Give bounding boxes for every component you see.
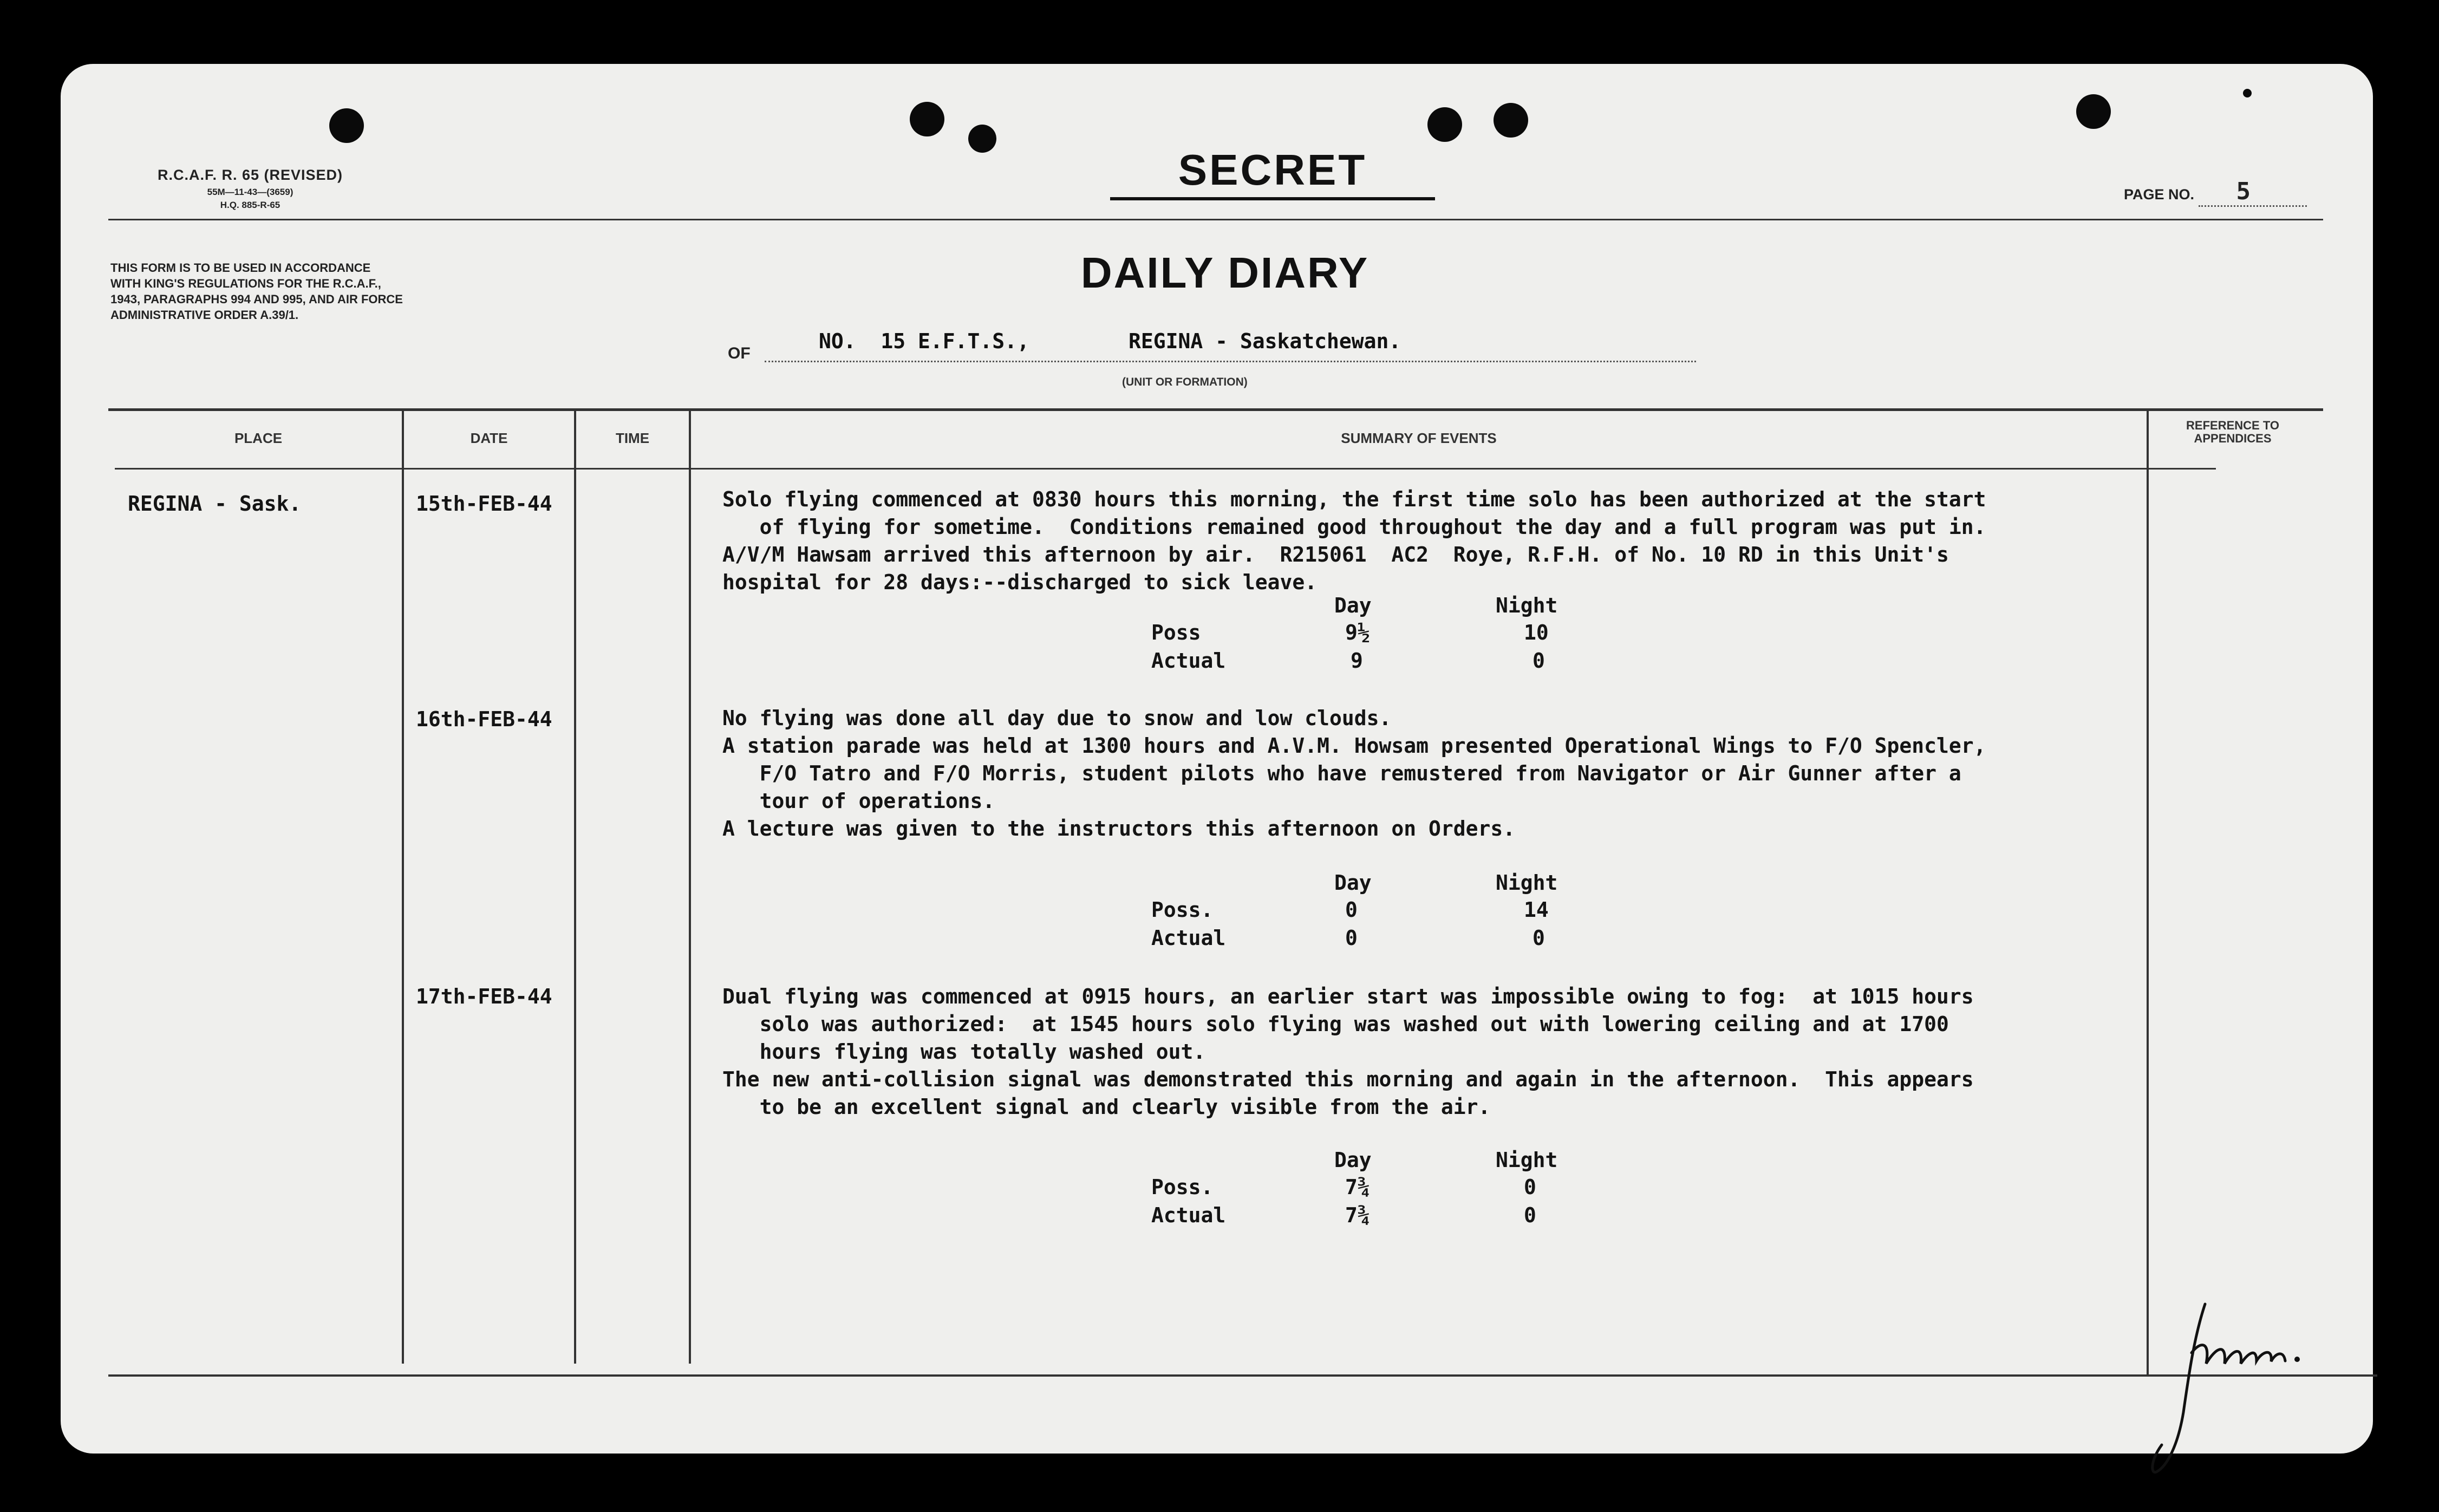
summary-line: of flying for sometime. Conditions remained good throughout the day and a full program was put in. [722, 515, 1986, 539]
summary-line: F/O Tatro and F/O Morris, student pilots who have remustered from Navigator or Air Gunner after a [722, 761, 1961, 785]
table-top-rule [108, 408, 2323, 411]
summary-line: A station parade was held at 1300 hours and A.V.M. Howsam presented Operational Wings to F/O Spencler, [722, 734, 1986, 758]
of-label: OF [728, 344, 751, 362]
page-number-label: PAGE NO. [2124, 186, 2195, 203]
flying-table-day-value: 9½ [1345, 621, 1370, 644]
flying-table-night-header: Night [1496, 594, 1558, 617]
summary-line: to be an excellent signal and clearly visible from the air. [722, 1095, 1491, 1119]
place-cell: REGINA - Sask. [128, 492, 302, 516]
summary-line: The new anti-collision signal was demonstrated this morning and again in the afternoon. This appears [722, 1067, 1974, 1091]
flying-table-day-value: 7¾ [1345, 1175, 1370, 1199]
instruction-line: THIS FORM IS TO BE USED IN ACCORDANCE [110, 261, 371, 275]
summary-line: No flying was done all day due to snow and low clouds. [722, 706, 1392, 730]
flying-table-row-label: Actual [1151, 1203, 1226, 1227]
flying-table-night-value: 0 [1532, 649, 1545, 673]
date-cell: 15th-FEB-44 [416, 492, 552, 516]
header-rule [108, 219, 2323, 220]
summary-line: A lecture was given to the instructors this afternoon on Orders. [722, 817, 1516, 840]
form-code [126, 167, 375, 211]
date-cell: 16th-FEB-44 [416, 707, 552, 731]
reference-header-line: REFERENCE TO [2186, 419, 2279, 432]
punch-hole [910, 102, 944, 136]
page-number-value: 5 [2199, 178, 2307, 207]
form-code-line: H.Q. 885-R-65 [220, 200, 281, 210]
flying-table-night-header: Night [1496, 871, 1558, 895]
flying-table-row-label: Actual [1151, 926, 1226, 950]
flying-table-day-value: 0 [1345, 926, 1358, 950]
instruction-line: ADMINISTRATIVE ORDER A.39/1. [110, 308, 299, 322]
column-divider [2147, 410, 2149, 1374]
diary-sheet [61, 64, 2373, 1454]
flying-table-day-value: 0 [1345, 898, 1358, 922]
flying-table-row-label: Poss [1151, 621, 1201, 644]
punch-hole [1494, 103, 1528, 138]
column-header-date: DATE [470, 430, 508, 446]
flying-table-day-header: Day [1334, 871, 1372, 895]
flying-table-night-value: 0 [1524, 1203, 1536, 1227]
punch-hole [2243, 89, 2252, 97]
date-cell: 17th-FEB-44 [416, 985, 552, 1008]
punch-hole [329, 108, 364, 143]
unit-dotted-line [765, 361, 1696, 362]
reference-header-line: APPENDICES [2194, 432, 2272, 445]
summary-line: Solo flying commenced at 0830 hours this morning, the first time solo has been authorized at the start [722, 487, 1986, 511]
flying-table-day-value: 7¾ [1345, 1203, 1370, 1227]
page-title: DAILY DIARY [1080, 249, 1370, 297]
column-divider [574, 410, 576, 1364]
flying-table-day-header: Day [1334, 1148, 1372, 1172]
flying-table-night-value: 0 [1532, 926, 1545, 950]
column-header-time: TIME [615, 430, 650, 446]
flying-table-day-header: Day [1334, 594, 1372, 617]
form-instructions [110, 260, 598, 323]
flying-table-row-label: Actual [1151, 649, 1226, 673]
flying-table-row-label: Poss. [1151, 1175, 1214, 1199]
summary-line: solo was authorized: at 1545 hours solo flying was washed out with lowering ceiling and at 1700 [722, 1012, 1949, 1036]
unit-caption: (UNIT OR FORMATION) [1122, 376, 1248, 388]
summary-line: Dual flying was commenced at 0915 hours, an earlier start was impossible owing to fog: at 1015 hours [722, 985, 1974, 1008]
instruction-line: WITH KING'S REGULATIONS FOR THE R.C.A.F., [110, 277, 381, 290]
column-divider [402, 410, 404, 1364]
punch-hole [968, 125, 996, 153]
punch-hole [2076, 94, 2111, 129]
column-divider [689, 410, 691, 1364]
punch-hole [1427, 107, 1462, 142]
summary-line: tour of operations. [722, 789, 995, 813]
form-code-line: R.C.A.F. R. 65 (REVISED) [157, 167, 343, 183]
instruction-line: 1943, PARAGRAPHS 994 AND 995, AND AIR FORCE [110, 292, 403, 306]
flying-table-row-label: Poss. [1151, 898, 1214, 922]
column-header-reference [2149, 419, 2317, 445]
flying-table-night-value: 0 [1524, 1175, 1536, 1199]
unit-name: NO. 15 E.F.T.S., REGINA - Saskatchewan. [819, 329, 1401, 353]
form-code-line: 55M—11-43—(3659) [207, 187, 294, 197]
page-number [2124, 178, 2307, 207]
flying-table-night-header: Night [1496, 1148, 1558, 1172]
summary-line: A/V/M Hawsam arrived this afternoon by air. R215061 AC2 Roye, R.F.H. of No. 10 RD in this Unit's [722, 543, 1949, 566]
flying-table-day-value: 9 [1351, 649, 1363, 673]
summary-line: hours flying was totally washed out. [722, 1040, 1206, 1064]
handwritten-initials [2145, 1288, 2373, 1494]
table-bottom-rule [108, 1374, 2377, 1377]
flying-table-night-value: 10 [1524, 621, 1549, 644]
flying-table-night-value: 14 [1524, 898, 1549, 922]
column-header-summary: SUMMARY OF EVENTS [1341, 430, 1497, 446]
column-header-place: PLACE [234, 430, 283, 446]
classification-stamp: SECRET [1110, 145, 1435, 200]
column-header-rule [115, 468, 2216, 470]
summary-line: hospital for 28 days:--discharged to sick leave. [722, 570, 1318, 594]
